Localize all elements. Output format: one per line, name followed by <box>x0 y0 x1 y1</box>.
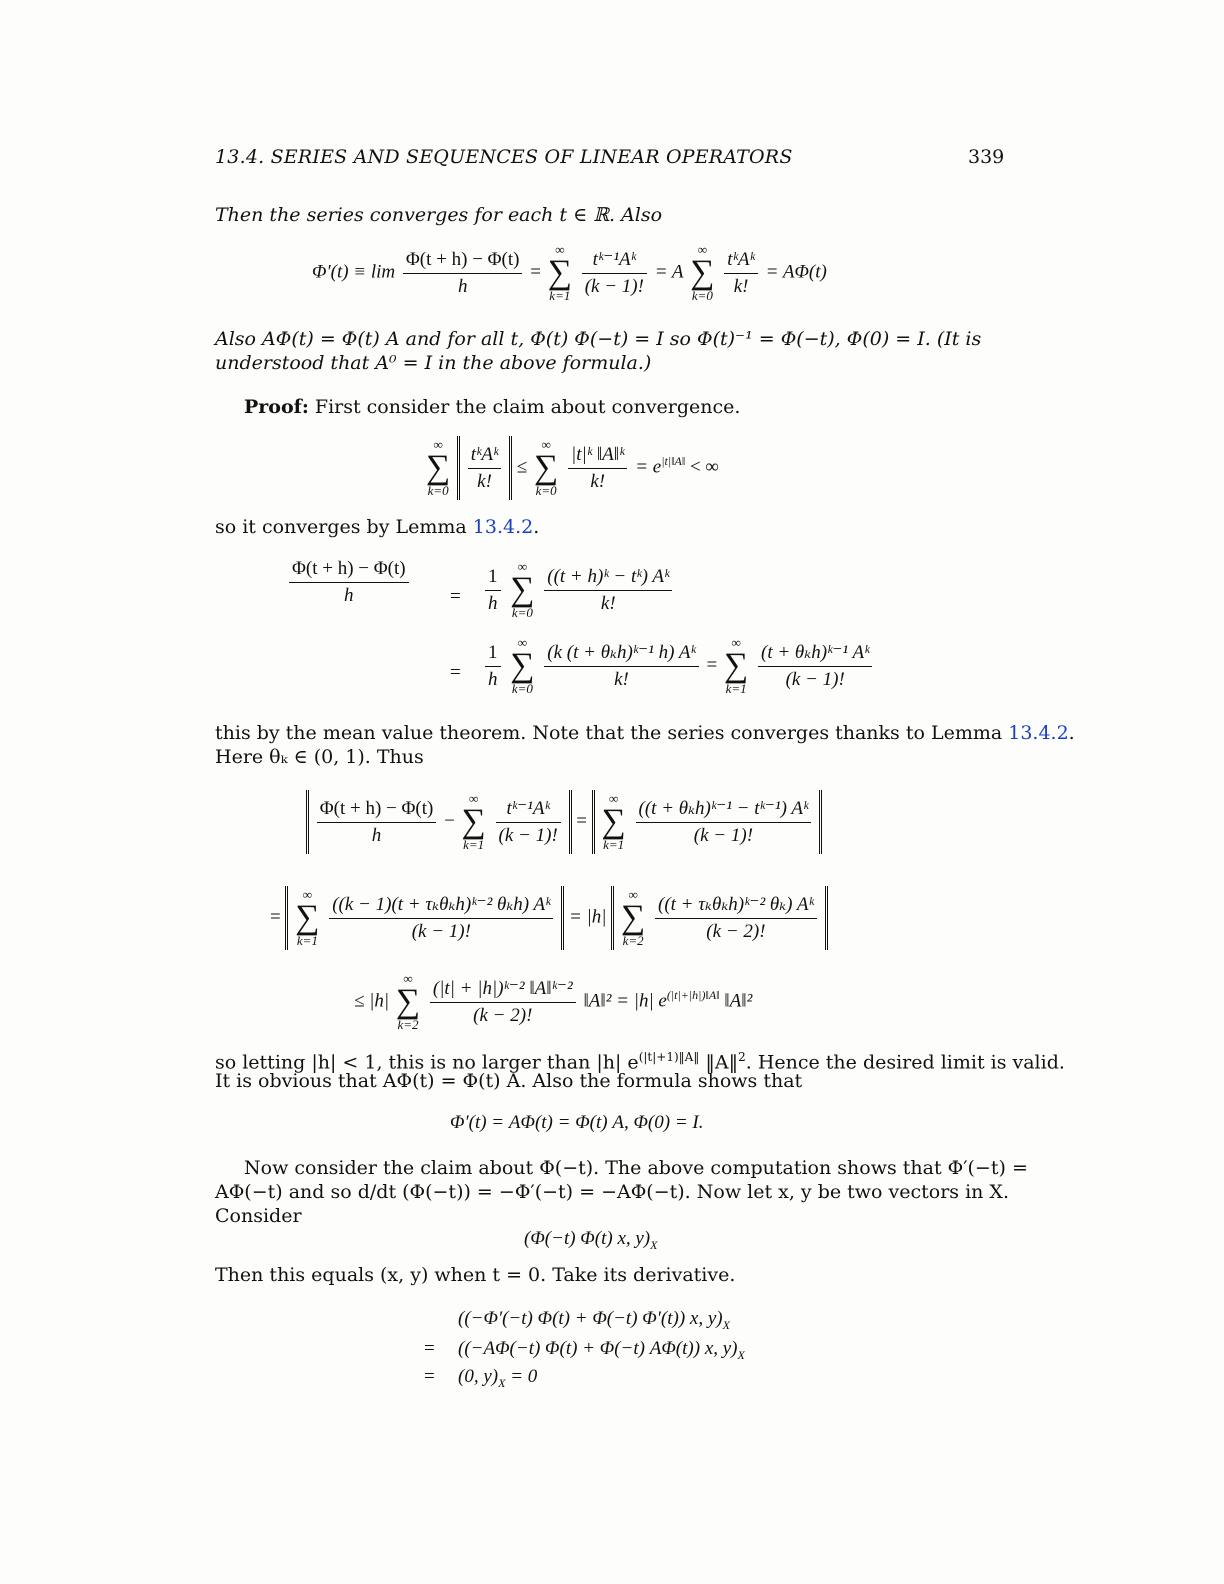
eq3-eq2: = <box>450 662 461 683</box>
theorem-line-3: understood that A⁰ = I in the above formula.) <box>215 352 652 374</box>
eq1-equals: = <box>530 261 541 283</box>
converges-line <box>215 515 539 539</box>
now-line-3: Consider <box>215 1205 302 1227</box>
eq9-l1: ((−Φ′(−t) Φ(t) + Φ(−t) Φ′(t)) x, y) <box>458 1308 723 1329</box>
eq2-exp: |t|‖A‖ <box>661 454 686 469</box>
eq3-lhs <box>289 558 409 607</box>
letting-sup2: 2 <box>738 1050 746 1064</box>
eq2-num1: tᵏAᵏ <box>468 444 502 469</box>
sum-lower: k=2 <box>397 1017 419 1032</box>
sum-symbol: ∑ <box>461 803 486 840</box>
sum-lower: k=1 <box>463 837 485 852</box>
h: h <box>488 592 498 614</box>
eq3-lhs-num: Φ(t + h) − Φ(t) <box>289 558 409 583</box>
sum-lower: k=0 <box>427 483 449 498</box>
eq5-sum2 <box>621 888 645 948</box>
sum-symbol: ∑ <box>621 899 646 936</box>
eq5-a-num: ((k − 1)(t + τₖθₖh)ᵏ⁻² θₖh) Aᵏ <box>329 893 553 919</box>
eq4-lhs-den: h <box>371 824 382 846</box>
page-number: 339 <box>968 146 1005 168</box>
eq3-r3-den: (k − 1)! <box>785 669 845 690</box>
eq3-r2 <box>544 641 699 691</box>
sum-upper: ∞ <box>697 242 708 257</box>
letting-b: ‖A‖ <box>699 1051 739 1074</box>
eq5-a <box>329 893 553 943</box>
eq2-tail: < ∞ <box>689 456 719 478</box>
eq2-sum2 <box>534 438 558 498</box>
eq3-sum3 <box>724 636 748 696</box>
sum-symbol: ∑ <box>426 449 451 486</box>
sum-upper: ∞ <box>609 791 619 806</box>
theorem-line-2: Also AΦ(t) = Φ(t) A and for all t, Φ(t) Φ(−t) = I so Φ(t)⁻¹ = Φ(−t), Φ(0) = I. (It is <box>215 328 982 350</box>
eq4-r <box>636 797 812 847</box>
mvt-line-1 <box>215 721 1075 745</box>
lemma-link-2[interactable]: 13.4.2 <box>1008 722 1069 744</box>
eq9-sub: X <box>737 1347 745 1362</box>
eq3-row1 <box>482 560 675 620</box>
eq9-sub: X <box>722 1317 730 1332</box>
eq2-den2: k! <box>590 470 606 492</box>
eq4-lhs-num: Φ(t + h) − Φ(t) <box>317 798 437 823</box>
sum-lower: k=2 <box>622 933 644 948</box>
eq9-l3-tail: = 0 <box>505 1366 538 1387</box>
eq3-eq3: = <box>706 654 718 676</box>
eq3-r3-num: (t + θₖh)ᵏ⁻¹ Aᵏ <box>758 641 872 667</box>
equation-difference-quotient <box>286 558 412 607</box>
eq1-frac2 <box>582 248 647 298</box>
eq9-line-1 <box>458 1308 730 1333</box>
sum-upper: ∞ <box>628 887 638 902</box>
eq6-exp: (|t|+|h|)‖A‖ <box>666 988 720 1003</box>
one: 1 <box>485 566 501 591</box>
eq1-sum2 <box>690 243 714 303</box>
eq4-lhs <box>317 798 437 847</box>
sum-lower: k=0 <box>511 605 533 620</box>
eq8-sub: X <box>650 1237 658 1252</box>
sum-upper: ∞ <box>517 635 528 650</box>
sum-symbol: ∑ <box>690 254 715 291</box>
eq4-s <box>496 797 561 847</box>
eq5-mid: = |h| <box>568 906 607 928</box>
eq1-den: h <box>457 275 468 297</box>
eq9-l2: ((−AΦ(−t) Φ(t) + Φ(−t) AΦ(t)) x, y) <box>458 1338 738 1359</box>
sum-lower: k=1 <box>549 288 571 303</box>
eq9-eq1: = <box>424 1338 435 1359</box>
norm-bar <box>819 790 822 854</box>
eq1-lhs: Φ′(t) ≡ lim <box>312 261 396 283</box>
sum-upper: ∞ <box>517 559 528 574</box>
eq3-sum2 <box>510 636 534 696</box>
sum-symbol: ∑ <box>724 647 749 684</box>
converges-suffix: . <box>533 516 540 538</box>
norm-bar <box>569 790 572 854</box>
eq3-sum1 <box>510 560 534 620</box>
eq3-eq1: = <box>450 586 461 607</box>
equation-derivative <box>312 243 827 303</box>
sum-upper: ∞ <box>433 437 443 452</box>
eq8-body: (Φ(−t) Φ(t) x, y) <box>524 1228 651 1249</box>
proof-intro-text: First consider the claim about convergence. <box>314 396 741 418</box>
eq3-r1 <box>544 566 672 615</box>
letting-c: . Hence the desired limit is valid. <box>745 1051 1065 1074</box>
proof-intro <box>244 395 740 419</box>
eq3-r1-den: k! <box>600 592 616 614</box>
norm-bar-left <box>457 436 460 500</box>
norm-bar <box>285 886 288 950</box>
lemma-link[interactable]: 13.4.2 <box>472 516 534 538</box>
converges-prefix: so it converges by Lemma <box>215 516 473 538</box>
letting-a: so letting |h| < 1, this is no larger than |h| e <box>215 1051 639 1074</box>
sum-upper: ∞ <box>302 887 312 902</box>
eq9-eq2: = <box>424 1366 435 1387</box>
eq5-b-num: ((t + τₖθₖh)ᵏ⁻² θₖ) Aᵏ <box>655 893 817 919</box>
mvt-line-2: Here θₖ ∈ (0, 1). Thus <box>215 746 424 768</box>
eq2-den1: k! <box>477 470 492 492</box>
norm-bar <box>592 790 595 854</box>
theorem-line-1: Then the series converges for each t ∈ ℝ. Also <box>215 204 663 226</box>
sum-symbol: ∑ <box>601 803 626 840</box>
equation-norm-difference: $\frac{\Phi(t + h) - \Phi(t)}{h}$ − ∞ ∑ k=1 $\frac{\text{tᵏ⁻¹Aᵏ}}{(k - 1)!}$ = ∞ ∑ k=1 $\frac{\text{((t + θₖh)ᵏ⁻¹ − tᵏ⁻¹) Aᵏ}}{(k - 1)!}$ <box>306 790 822 854</box>
then-line: Then this equals (x, y) when t = 0. Take its derivative. <box>215 1264 736 1286</box>
eq3-one-over-h <box>485 566 501 615</box>
sum-symbol: ∑ <box>534 449 559 486</box>
norm-bar <box>611 886 614 950</box>
eq9-line-3 <box>458 1366 537 1391</box>
sum-lower: k=0 <box>511 681 533 696</box>
sum-symbol: ∑ <box>547 254 572 291</box>
one: 1 <box>485 642 501 667</box>
eq3-row2 <box>482 636 875 696</box>
eq2-frac2 <box>568 444 627 493</box>
running-header-title: 13.4. SERIES AND SEQUENCES OF LINEAR OPERATORS <box>215 146 793 168</box>
eq5-b <box>655 893 817 943</box>
eq4-r-den: (k − 1)! <box>693 825 754 846</box>
eq6-frac <box>430 977 576 1027</box>
eq4-sum1 <box>462 792 486 852</box>
eq3-r2-den: k! <box>614 669 629 690</box>
equation-exp-bound <box>354 972 752 1032</box>
eq4-sum2 <box>602 792 626 852</box>
sum-symbol: ∑ <box>510 571 535 608</box>
sum-lower: k=1 <box>603 837 625 852</box>
sum-upper: ∞ <box>469 791 479 806</box>
norm-bar <box>306 790 309 854</box>
norm-bar <box>825 886 828 950</box>
eq9-sub: X <box>498 1375 506 1390</box>
letting-line-2: It is obvious that AΦ(t) = Φ(t) A. Also the formula shows that <box>215 1070 803 1092</box>
eq1-s2-num: tᵏAᵏ <box>724 249 758 274</box>
eq1-rhs: = AΦ(t) <box>765 261 827 283</box>
eq1-s1-num: tᵏ⁻¹Aᵏ <box>582 248 647 274</box>
eq5-sum1 <box>295 888 319 948</box>
eq6-tail: ‖A‖² <box>719 990 753 1012</box>
proof-label: Proof: <box>244 396 309 418</box>
eq6-lhs: ≤ |h| <box>354 990 390 1012</box>
sum-lower: k=1 <box>725 681 747 696</box>
eq1-frac3 <box>724 249 758 298</box>
eq1-sum1 <box>548 243 572 303</box>
eq1-mid: = A <box>654 261 684 283</box>
sum-symbol: ∑ <box>395 983 421 1020</box>
eq4-s-num: tᵏ⁻¹Aᵏ <box>496 797 561 823</box>
norm-bar-right <box>509 436 512 500</box>
eq2-frac1 <box>468 444 502 493</box>
eq6-num: (|t| + |h|)ᵏ⁻² ‖A‖ᵏ⁻² <box>430 977 576 1003</box>
eq2-le: ≤ <box>516 456 528 478</box>
sum-upper: ∞ <box>541 437 551 452</box>
sum-lower: k=0 <box>691 288 713 303</box>
now-line-1: Now consider the claim about Φ(−t). The above computation shows that Φ′(−t) = <box>244 1157 1028 1179</box>
eq5-eq: = <box>270 906 281 928</box>
eq5-a-den: (k − 1)! <box>411 921 471 942</box>
mvt-suffix: . <box>1068 722 1075 744</box>
eq4-s-den: (k − 1)! <box>498 825 558 846</box>
eq3-r1-num: ((t + h)ᵏ − tᵏ) Aᵏ <box>544 566 672 591</box>
eq3-lhs-den: h <box>344 585 354 606</box>
eq1-s1-den: (k − 1)! <box>584 276 644 297</box>
eq2-num2: |t|ᵏ ‖A‖ᵏ <box>568 444 627 469</box>
equation-ode: Φ′(t) = AΦ(t) = Φ(t) A, Φ(0) = I. <box>450 1112 704 1133</box>
eq3-r2-num: (k (t + θₖh)ᵏ⁻¹ h) Aᵏ <box>544 641 699 667</box>
equation-norm-bound <box>270 886 828 950</box>
equation-convergence <box>424 436 719 500</box>
sum-symbol: ∑ <box>510 647 535 684</box>
eq9-l3: (0, y) <box>458 1366 499 1387</box>
now-line-2: AΦ(−t) and so d/dt (Φ(−t)) = −Φ′(−t) = −AΦ(−t). Now let x, y be two vectors in X. <box>215 1181 1010 1203</box>
sum-symbol: ∑ <box>295 899 320 936</box>
sum-lower: k=1 <box>296 933 318 948</box>
eq1-s2-den: k! <box>733 275 749 297</box>
sum-upper: ∞ <box>555 242 565 257</box>
eq2-rhs: = e <box>635 456 662 478</box>
sum-lower: k=0 <box>535 483 557 498</box>
eq6-rhs: ‖A‖² = |h| e <box>583 990 667 1012</box>
eq3-one-over-h <box>485 642 501 691</box>
letting-sup: (|t|+1)‖A‖ <box>638 1050 700 1064</box>
eq5-b-den: (k − 2)! <box>706 921 766 942</box>
eq3-r3 <box>758 641 872 691</box>
equation-inner-product <box>524 1228 657 1253</box>
eq6-sum <box>396 972 420 1032</box>
eq9-line-2 <box>458 1338 745 1363</box>
h: h <box>488 668 498 690</box>
sum-upper: ∞ <box>403 971 413 986</box>
eq4-r-num: ((t + θₖh)ᵏ⁻¹ − tᵏ⁻¹) Aᵏ <box>636 797 812 823</box>
eq1-fraction <box>403 249 523 298</box>
eq2-sum1 <box>426 438 450 498</box>
eq1-num: Φ(t + h) − Φ(t) <box>403 249 523 274</box>
mvt-prefix: this by the mean value theorem. Note that the series converges thanks to Lemma <box>215 722 1009 744</box>
eq4-eq: = <box>576 810 588 832</box>
eq6-den: (k − 2)! <box>473 1005 533 1026</box>
sum-upper: ∞ <box>731 635 741 650</box>
norm-bar <box>561 886 564 950</box>
